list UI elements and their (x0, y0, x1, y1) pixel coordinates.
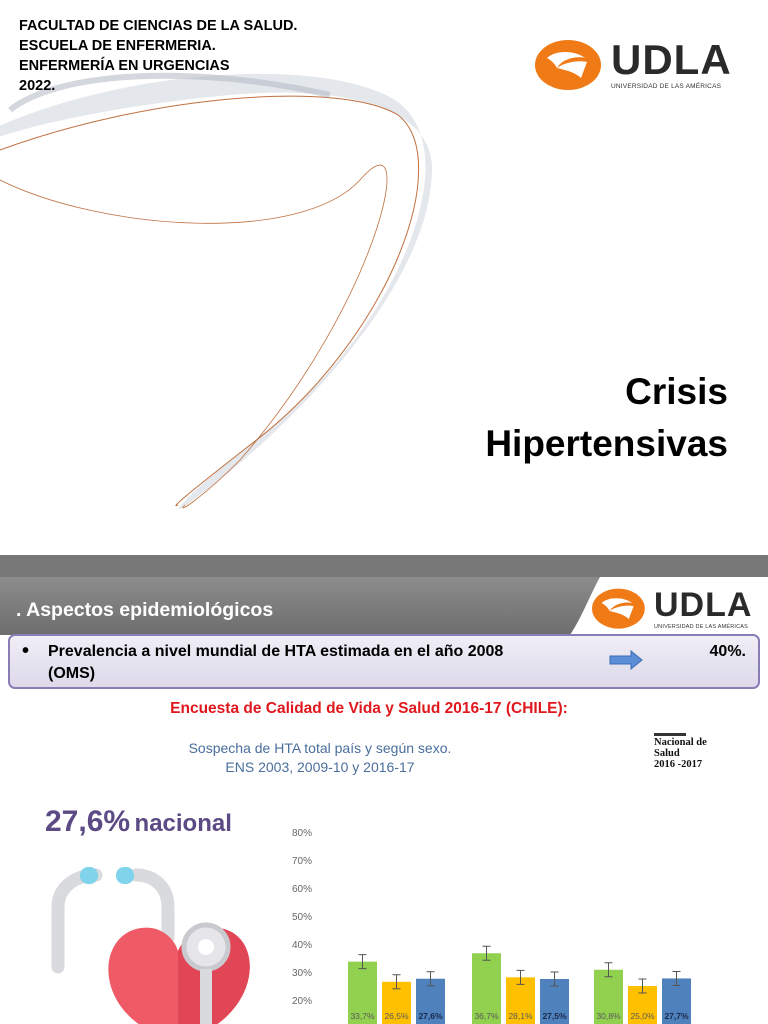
bullet-box (8, 634, 760, 689)
ens-label-line: Salud (654, 748, 680, 759)
bar-value-label: 27,5% (542, 1011, 567, 1021)
survey-title: Encuesta de Calidad de Vida y Salud 2016-17 (CHILE): (170, 700, 568, 717)
udla-logo (592, 587, 752, 631)
y-tick-label: 40% (292, 940, 313, 951)
ens-label-line: 2016 -2017 (654, 759, 703, 770)
bar-value-label: 28,1% (508, 1011, 533, 1021)
title-line: Crisis (625, 371, 728, 412)
national-stat-word: nacional (134, 810, 232, 837)
y-tick-label: 80% (292, 828, 313, 839)
logo-wordmark: UDLA (654, 586, 753, 624)
bar-value-label: 26,5% (384, 1011, 409, 1021)
header-line: ENFERMERÍA EN URGENCIAS (19, 58, 230, 74)
title-line: Hipertensivas (485, 423, 728, 464)
y-tick-label: 60% (292, 884, 313, 895)
logo-subtitle: UNIVERSIDAD DE LAS AMÉRICAS (611, 83, 722, 90)
bullet-text: Prevalencia a nivel mundial de HTA estimada en el año 2008 (48, 643, 504, 660)
chart-title-line: Sospecha de HTA total país y según sexo. (188, 740, 452, 756)
y-tick-label: 50% (292, 912, 313, 923)
header-line: ESCUELA DE ENFERMERIA. (19, 38, 216, 54)
slide-separator (0, 555, 768, 577)
header-line: 2022. (19, 78, 56, 94)
heart-stethoscope-icon (36, 867, 251, 1024)
section-heading: . Aspectos epidemiológicos (16, 599, 274, 621)
bar-value-label: 33,7% (350, 1011, 375, 1021)
epidemiology-slide (0, 577, 768, 1024)
udla-mark-icon (535, 38, 605, 93)
bar-value-label: 27,7% (664, 1011, 689, 1021)
bullet-marker: • (22, 640, 30, 662)
ens-logo-bar (654, 733, 686, 736)
udla-mark-icon (592, 587, 648, 631)
faculty-header (19, 16, 297, 96)
national-stat-number: 27,6% (45, 805, 131, 838)
y-tick-label: 70% (292, 856, 313, 867)
bar-value-label: 30,8% (596, 1011, 621, 1021)
ens-label (654, 737, 707, 770)
y-tick-label: 30% (292, 968, 313, 979)
slide-title (485, 366, 728, 470)
bar-value-label: 25,0% (630, 1011, 655, 1021)
right-arrow-icon (609, 650, 643, 670)
ens-label-line: Nacional de (654, 737, 707, 748)
chart-title (170, 739, 470, 777)
bullet-value: 40%. (709, 643, 746, 660)
hta-bar-chart (290, 822, 710, 1024)
bullet-text-cont: (OMS) (48, 665, 96, 682)
udla-logo (535, 38, 732, 93)
header-line: FACULTAD DE CIENCIAS DE LA SALUD. (19, 18, 298, 34)
logo-subtitle: UNIVERSIDAD DE LAS AMÉRICAS (654, 624, 749, 630)
y-tick-label: 20% (292, 996, 313, 1007)
chart-title-line: ENS 2003, 2009-10 y 2016-17 (225, 759, 415, 775)
logo-wordmark: UDLA (611, 36, 732, 83)
bar-value-label: 27,6% (418, 1011, 443, 1021)
national-stat (45, 805, 232, 839)
bar-value-label: 36,7% (474, 1011, 499, 1021)
